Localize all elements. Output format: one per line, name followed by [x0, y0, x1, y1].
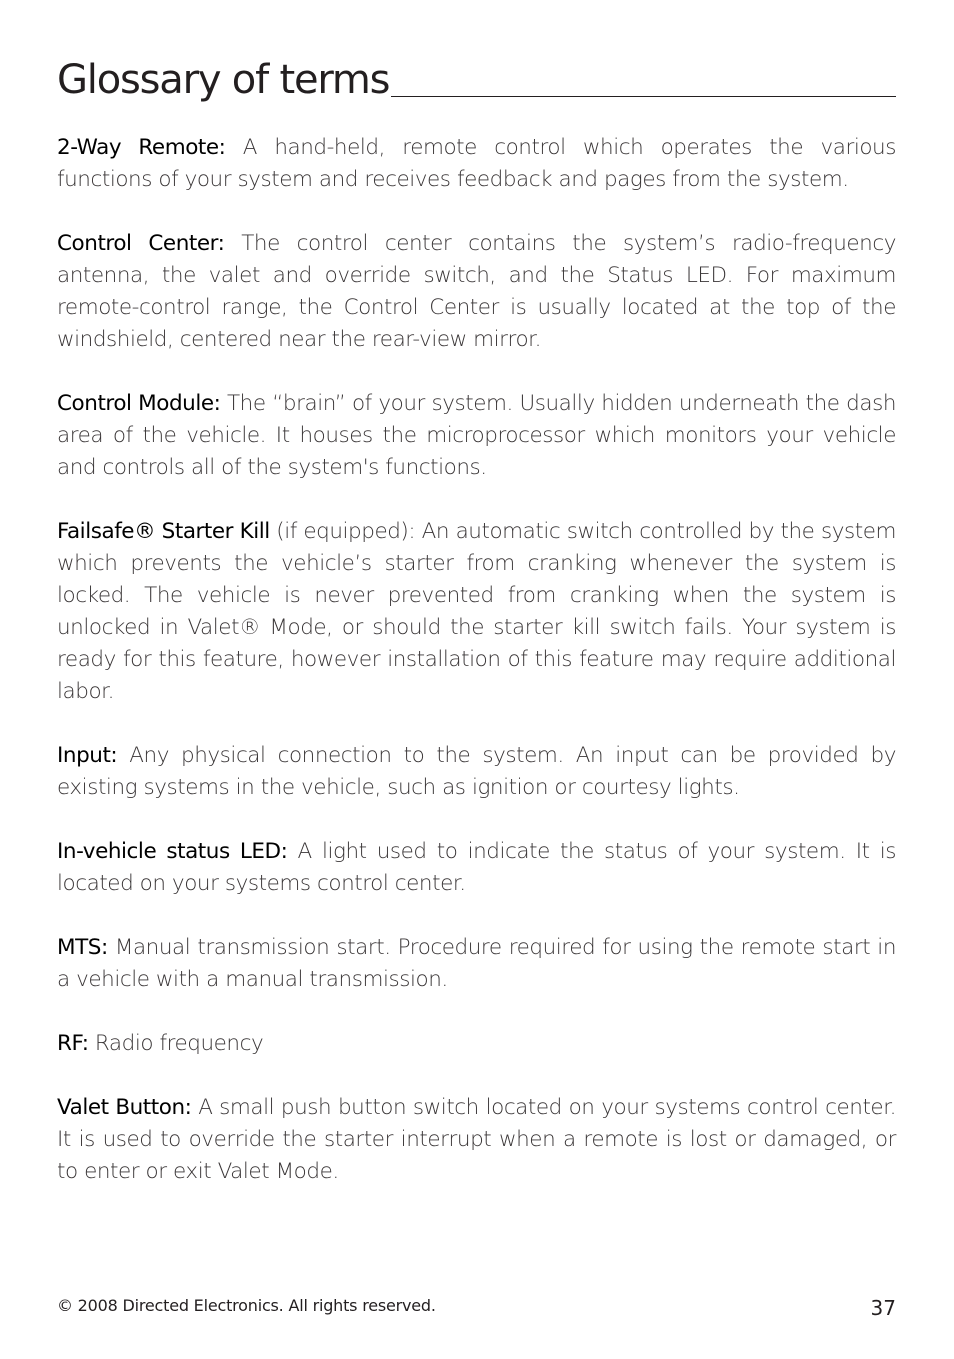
glossary-entry-control-module	[57, 388, 896, 484]
glossary-definition: A light used to indicate the status of your system. It is located on your systems control center.	[57, 839, 897, 896]
glossary-term: Control Module:	[57, 391, 221, 416]
glossary-term: MTS:	[57, 935, 108, 960]
page-title: Glossary of terms	[57, 57, 390, 103]
page-header	[57, 50, 896, 103]
page-number: 37	[870, 1296, 896, 1320]
glossary-term: Input:	[57, 743, 118, 768]
glossary-definition: Any physical connection to the system. An input can be provided by existing systems in the vehicle, such as ignition or courtesy lights.	[57, 743, 896, 800]
glossary-definition: A small push button switch located on your systems control center. It is used to override the starter interrupt when a remote is lost or damaged, or to enter or exit Valet Mode.	[57, 1095, 896, 1184]
glossary-term: Control Center:	[57, 231, 225, 256]
glossary-definition: The control center contains the system’s radio-frequency antenna, the valet and override switch, and the Status LED. For maximum remote-control range, the Control Center is usually located at the top of the windshield, centered near the rear-view mirror.	[57, 231, 896, 352]
glossary-definition: (if equipped): An automatic switch controlled by the system which prevents the vehicle’s starter from cranking whenever the system is locked. The vehicle is never prevented from cranking when the system is unlocked in Valet® Mode, or should the starter kill switch fails. Your system is ready for this feature, however installation of this feature may require additional labor.	[57, 519, 896, 704]
glossary-entry-rf	[57, 1028, 896, 1060]
glossary-entry-2-way-remote	[57, 132, 896, 196]
glossary-entry-valet-button	[57, 1092, 896, 1188]
glossary-definition: Manual transmission start. Procedure required for using the remote start in a vehicle with a manual transmission.	[57, 935, 896, 992]
glossary-entry-failsafe-starter-kill	[57, 516, 896, 708]
glossary-entry-input	[57, 740, 896, 804]
glossary-entry-mts	[57, 932, 896, 996]
copyright-notice: © 2008 Directed Electronics. All rights reserved.	[57, 1296, 436, 1315]
glossary-list	[57, 132, 896, 1220]
glossary-term: RF:	[57, 1031, 89, 1056]
glossary-entry-control-center	[57, 228, 896, 356]
glossary-definition: Radio frequency	[88, 1031, 264, 1056]
glossary-definition: A hand-held, remote control which operates the various functions of your system and receives feedback and pages from the system.	[57, 135, 896, 192]
glossary-entry-in-vehicle-status-led	[57, 836, 896, 900]
glossary-term: In-vehicle status LED:	[57, 839, 288, 864]
glossary-definition: The “brain” of your system. Usually hidden underneath the dash area of the vehicle. It houses the microprocessor which monitors your vehicle and controls all of the system's functions.	[57, 391, 896, 480]
glossary-term: Valet Button:	[57, 1095, 192, 1120]
glossary-term: 2-Way Remote:	[57, 135, 226, 160]
glossary-term: Failsafe® Starter Kill	[57, 519, 270, 544]
